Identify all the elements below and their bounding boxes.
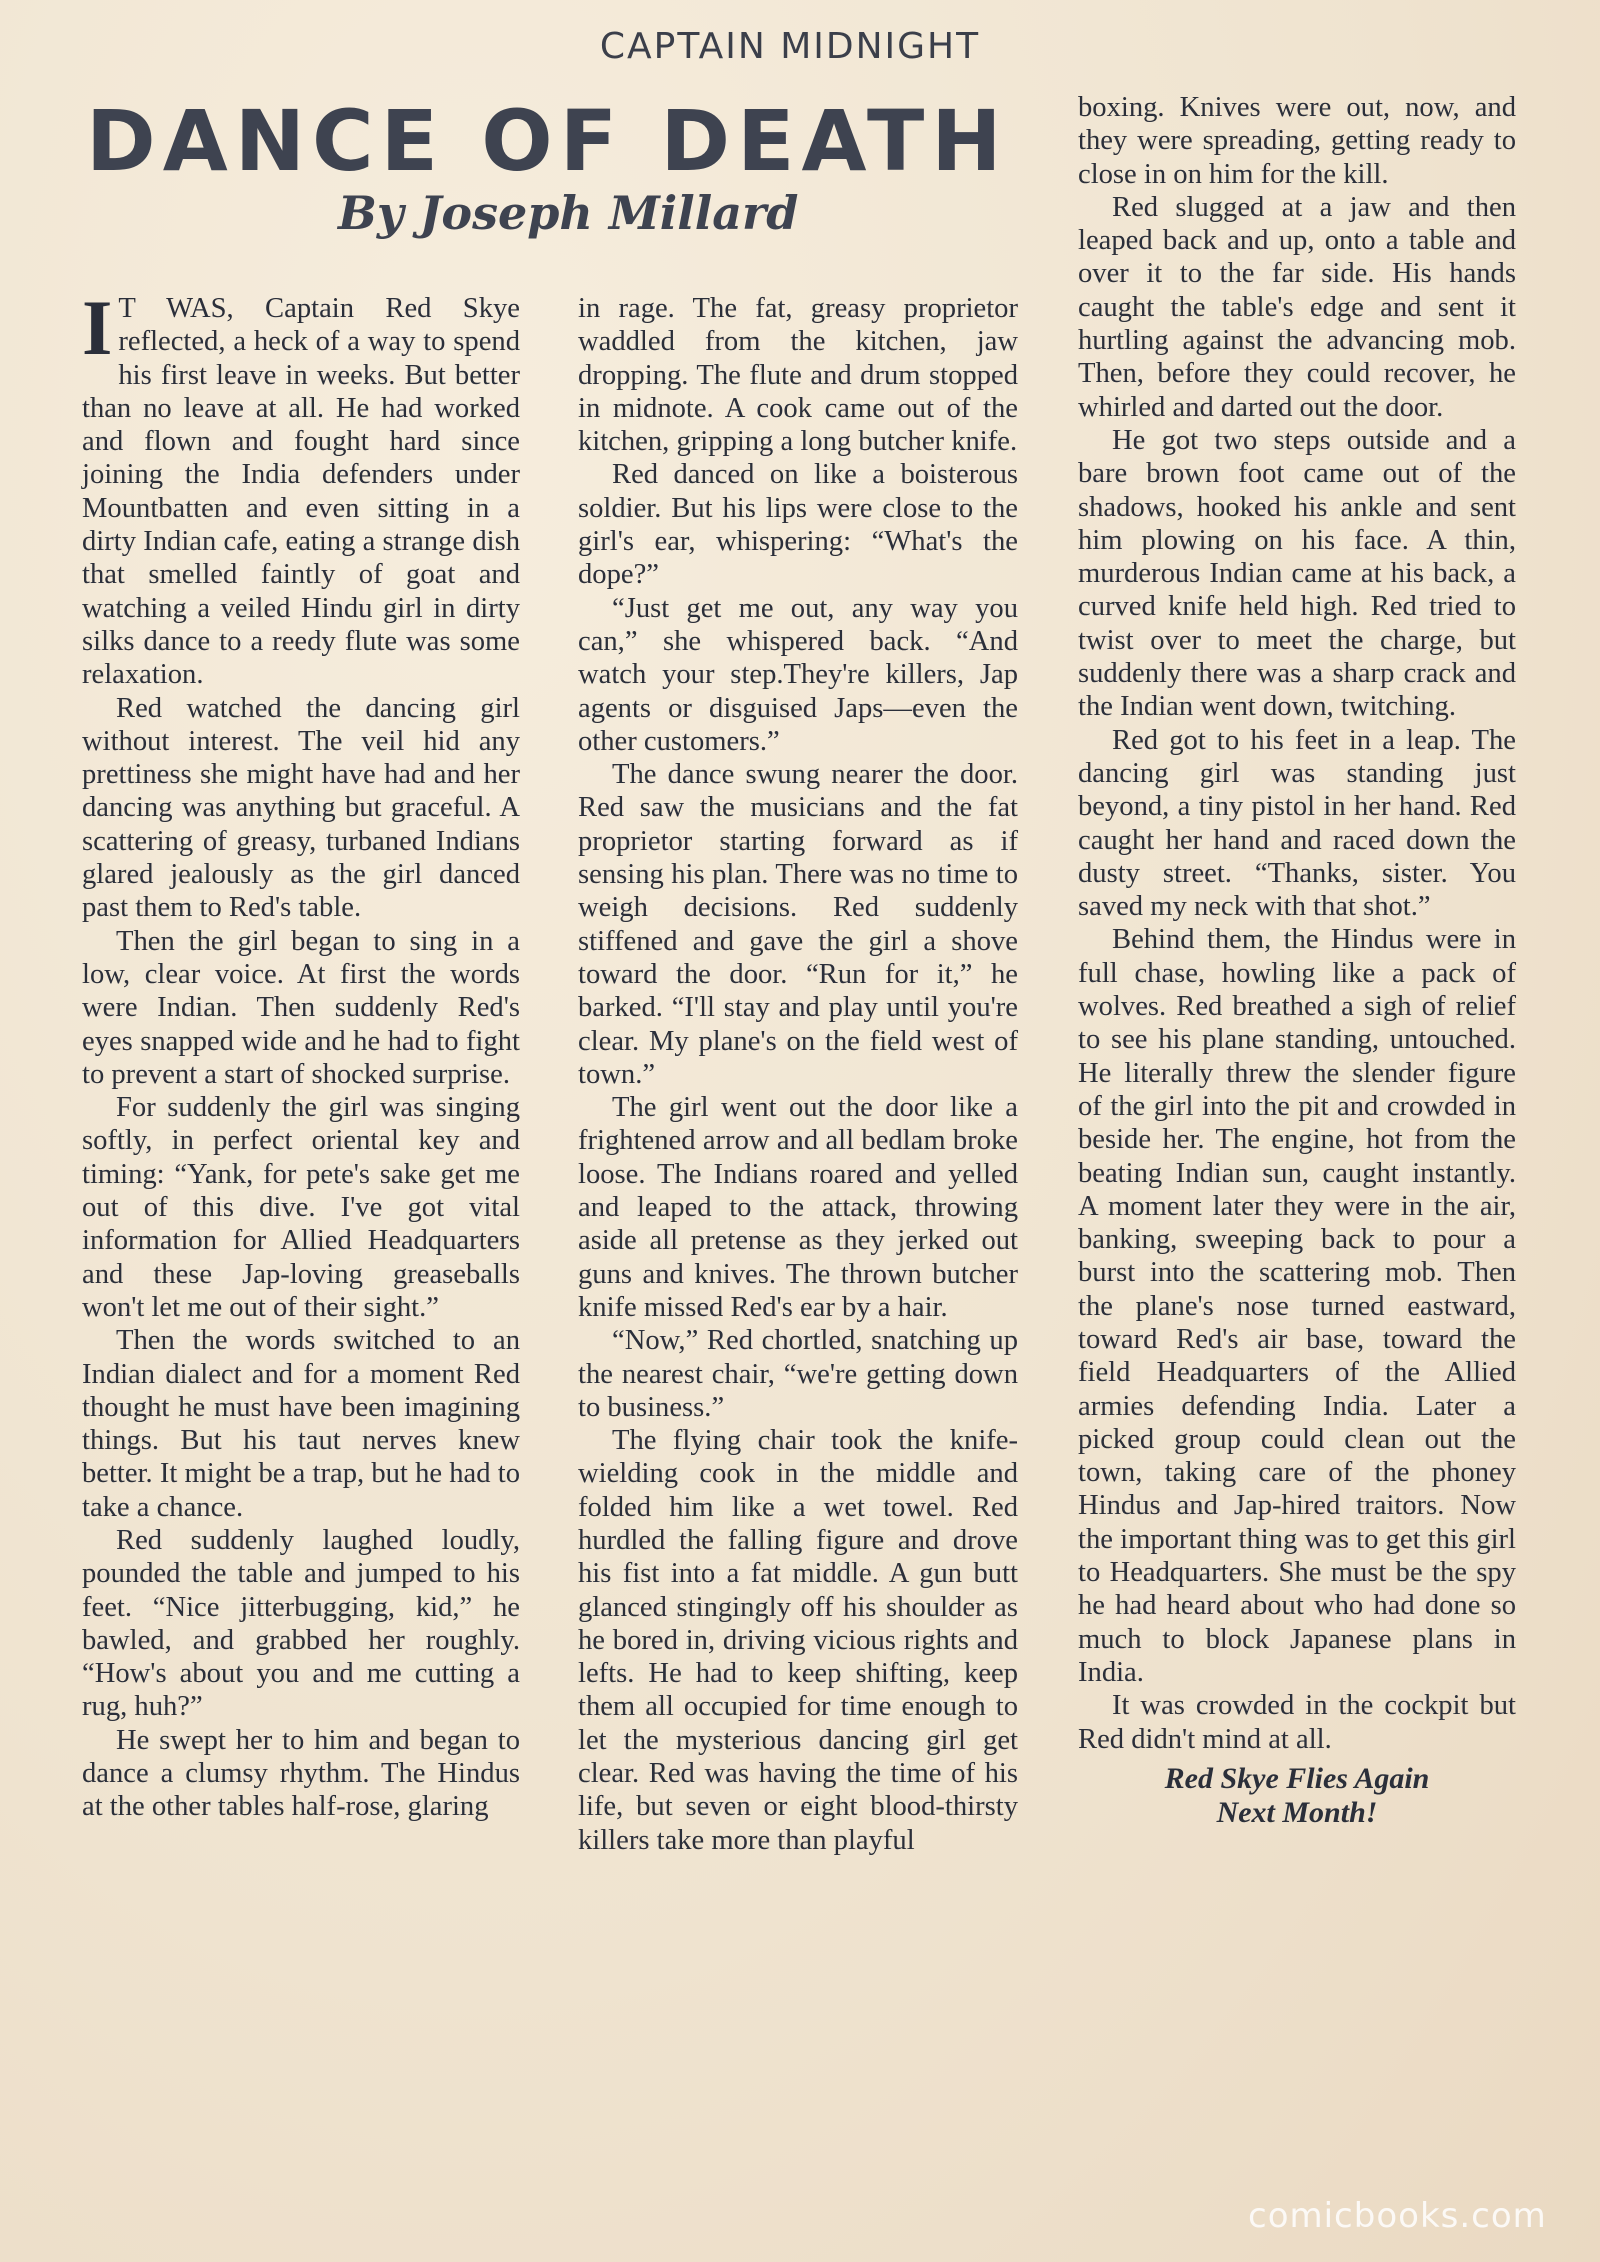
paragraph: I T WAS, Captain Red Skye reflected, a heck of a way to spend his first leave in weeks. But better than no leave at all. He had worked and flown and fought hard since joining the India defenders under Mountbatten and even sitting in a dirty Indian cafe, eating a strange dish that smelled faintly of goat and watching a veiled Hindu girl in dirty silks dance to a reedy flute was some relaxation. (82, 284, 520, 691)
text-column-2 (578, 292, 1018, 1857)
paragraph: The dance swung nearer the door. Red saw the musicians and the fat proprietor starting forward as if sensing his plan. There was no time to weigh decisions. Red suddenly stiffened and gave the girl a shove toward the door. “Run for it,” he barked. “I'll stay and play until you're clear. My plane's on the field west of town.” (578, 759, 1018, 1090)
paragraph: in rage. The fat, greasy proprietor waddled from the kitchen, jaw dropping. The flute and drum stopped in midnote. A cook came out of the kitchen, gripping a long butcher knife. (578, 293, 1018, 458)
closing-teaser (1078, 1762, 1516, 1830)
paragraph: Then the words switched to an Indian dialect and for a moment Red thought he must have been imagining things. But his taut nerves knew better. It might be a trap, but he had to take a chance. (82, 1325, 520, 1523)
story-title: DANCE OF DEATH (86, 92, 1009, 190)
running-header: CAPTAIN MIDNIGHT (599, 26, 981, 67)
paragraph: Red danced on like a boisterous soldier. But his lips were close to the girl's ear, whispering: “What's the dope?” (578, 459, 1018, 591)
paragraph: Red watched the dancing girl without interest. The veil hid any prettiness she might have had and her dancing was anything but graceful. A scattering of greasy, turbaned Indians glared jealously as the girl danced past them to Red's table. (82, 692, 520, 924)
paragraph: He swept her to him and began to dance a clumsy rhythm. The Hindus at the other tables half-rose, glaring (82, 1724, 520, 1823)
paragraph: He got two steps outside and a bare brown foot came out of the shadows, hooked his ankle and sent him plowing on his face. A thin, murderous Indian came at his back, a curved knife held high. Red tried to twist over to meet the charge, but suddenly there was a sharp crack and the Indian went down, twitching. (1078, 424, 1516, 723)
paragraph: Behind them, the Hindus were in full chase, howling like a pack of wolves. Red breathed a sigh of relief to see his plane standing, untouched. He literally threw the slender figure of the girl into the pit and crowded in beside her. The engine, hot from the beating Indian sun, caught instantly. A moment later they were in the air, banking, sweeping back to pour a burst into the scattering mob. Then the plane's nose turned eastward, toward Red's air base, toward the field Headquarters of the Allied armies defending India. Later a picked group could clean out the town, taking care of the phoney Hindus and Jap-hired traitors. Now the important thing was to get this girl to Headquarters. She must be the spy he had heard about who had done so much to block Japanese plans in India. (1078, 924, 1516, 1688)
closing-line: Red Skye Flies Again (1164, 1761, 1430, 1795)
paragraph: boxing. Knives were out, now, and they were spreading, getting ready to close in on him for the kill. (1078, 92, 1516, 190)
text-column-3 (1078, 91, 1516, 1830)
drop-cap: I (82, 284, 113, 371)
text-column-1 (82, 284, 520, 1824)
paragraph: “Just get me out, any way you can,” she whispered back. “And watch your step.They're killers, Jap agents or disguised Japs—even the other customers.” (578, 592, 1018, 757)
paragraph: Red got to his feet in a leap. The dancing girl was standing just beyond, a tiny pistol in her hand. Red caught her hand and raced down the dusty street. “Thanks, sister. You saved my neck with that shot.” (1078, 724, 1516, 923)
paragraph: For suddenly the girl was singing softly, in perfect oriental key and timing: “Yank, for pete's sake get me out of this dive. I've got vital information for Allied Headquarters and these Jap-loving greaseballs won't let me out of their sight.” (82, 1092, 520, 1323)
closing-line: Next Month! (1216, 1795, 1378, 1829)
story-byline: By Joseph Millard (338, 186, 799, 240)
paragraph: Red suddenly laughed loudly, pounded the table and jumped to his feet. “Nice jitterbugging, kid,” he bawled, and grabbed her roughly. “How's about you and me cutting a rug, huh?” (82, 1524, 520, 1723)
paragraph: The flying chair took the knife-wielding cook in the middle and folded him like a wet towel. Red hurdled the falling figure and drove his fist into a fat middle. A gun butt glanced stingingly off his shoulder as he bored in, driving vicious rights and lefts. He had to keep shifting, keep them all occupied for time enough to let the mysterious dancing girl get clear. Red was having the time of his life, but seven or eight blood-thirsty killers take more than playful (578, 1425, 1018, 1856)
paragraph: It was crowded in the cockpit but Red didn't mind at all. (1078, 1690, 1516, 1755)
paragraph: The girl went out the door like a frightened arrow and all bedlam broke loose. The Indians roared and yelled and leaped to the attack, throwing aside all pretense as they jerked out guns and knives. The thrown butcher knife missed Red's ear by a hair. (578, 1092, 1018, 1323)
paragraph: Then the girl began to sing in a low, clear voice. At first the words were Indian. Then suddenly Red's eyes snapped wide and he had to fight to prevent a start of shocked surprise. (82, 925, 520, 1090)
site-watermark: comicbooks.com (1248, 2196, 1547, 2236)
paragraph: Red slugged at a jaw and then leaped back and up, onto a table and over it to the far side. His hands caught the table's edge and sent it hurtling against the advancing mob. Then, before they could recover, he whirled and darted out the door. (1078, 191, 1516, 423)
paragraph: “Now,” Red chortled, snatching up the nearest chair, “we're getting down to business.” (578, 1325, 1018, 1423)
